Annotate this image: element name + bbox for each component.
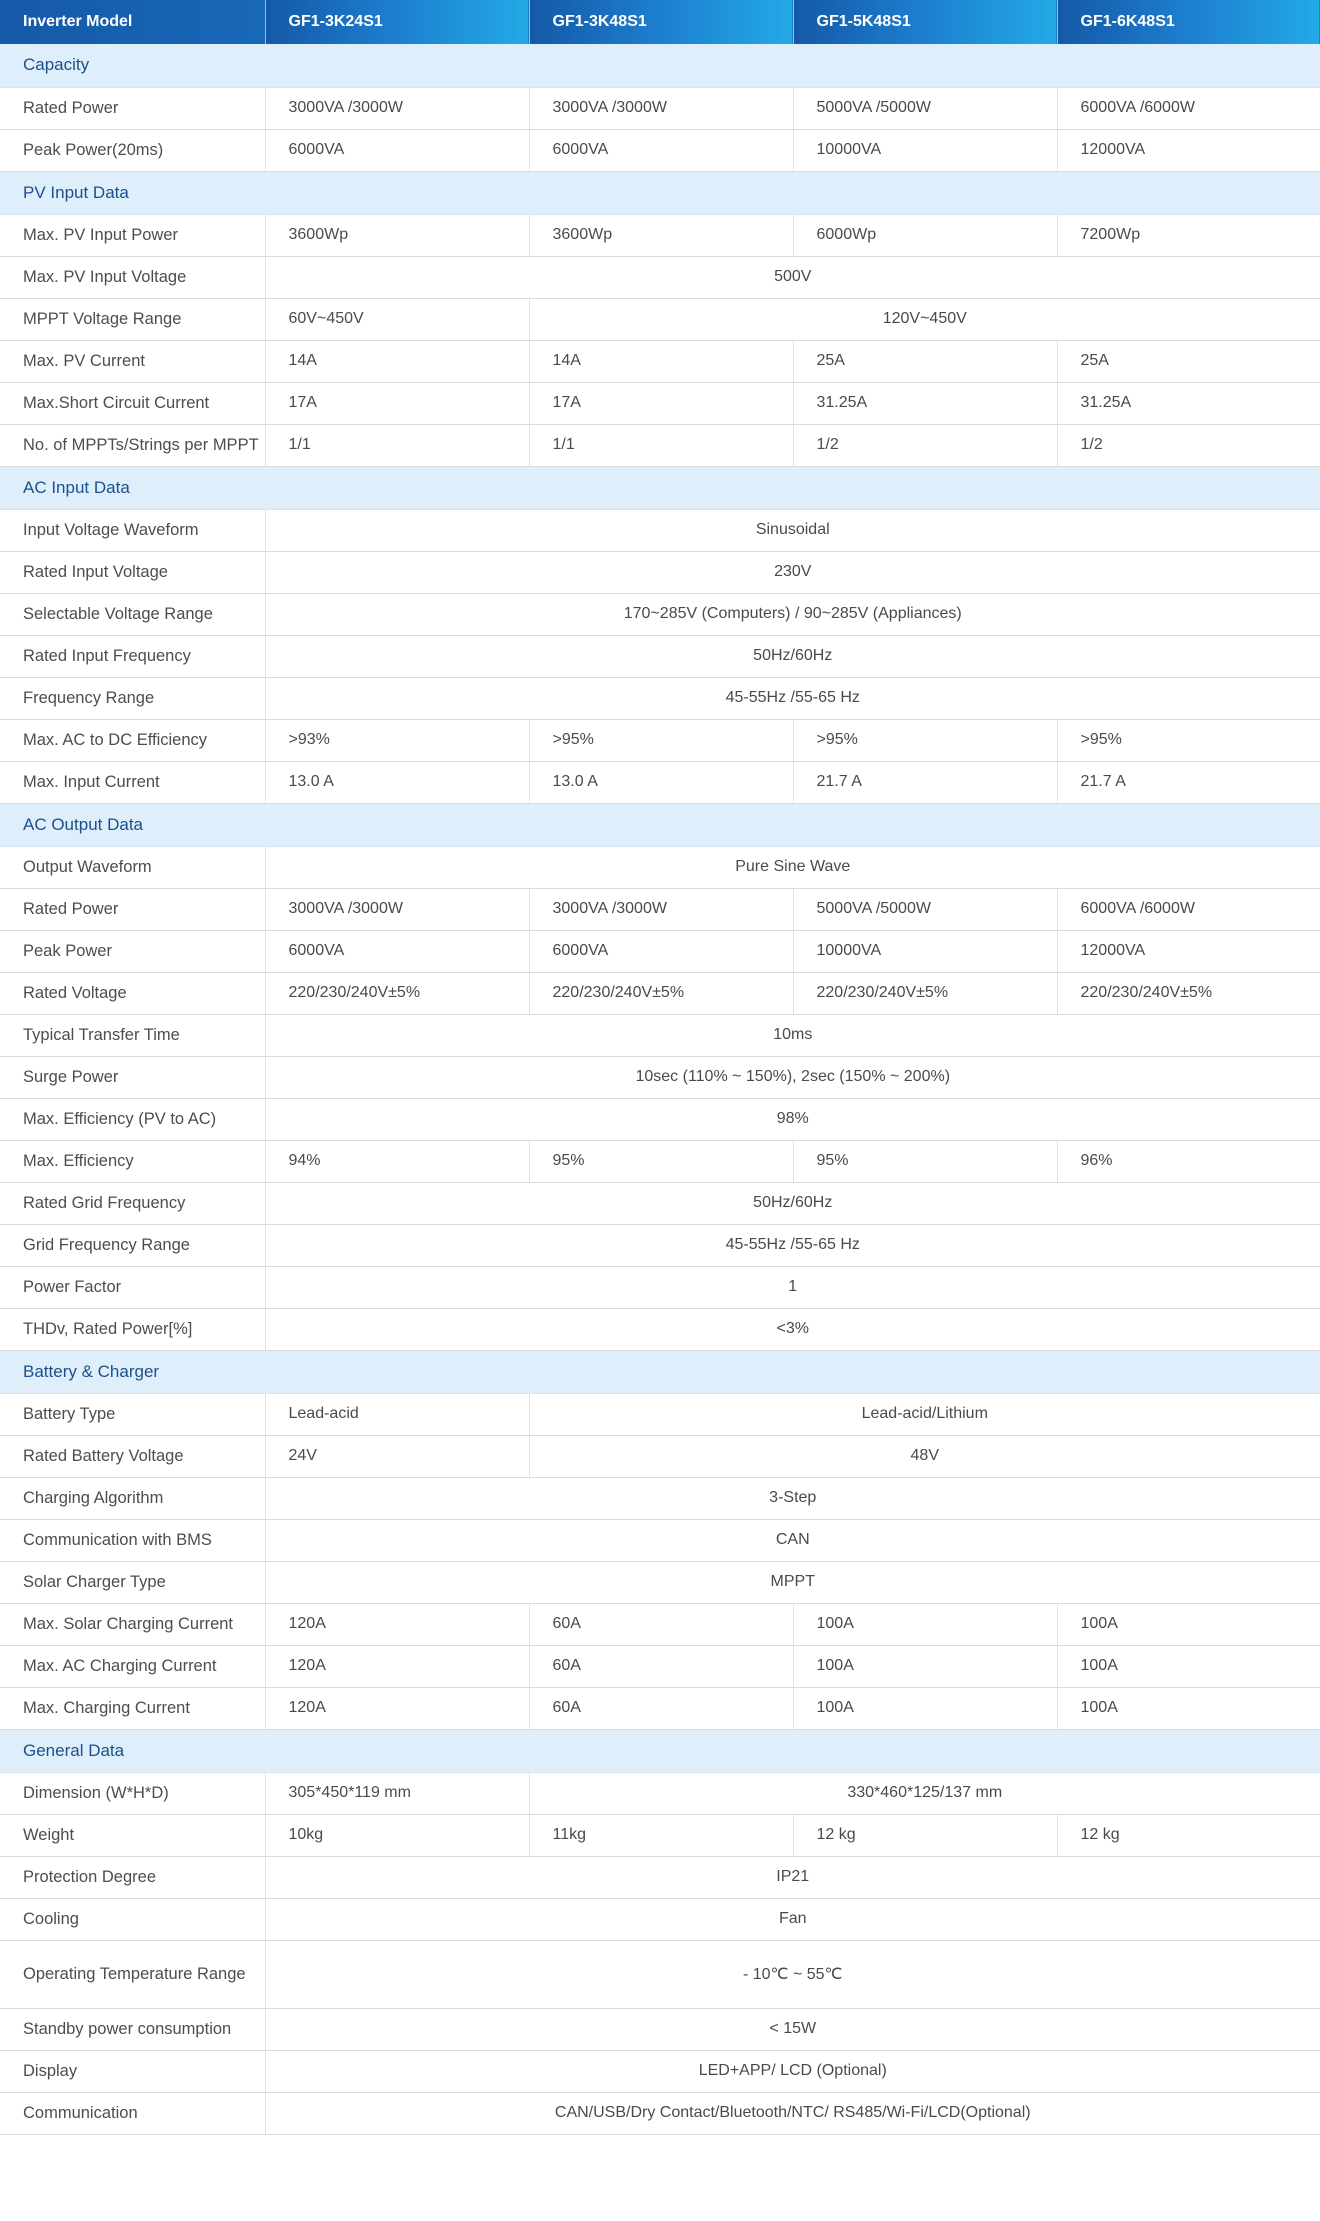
cell-value: 120A — [265, 1687, 529, 1729]
cell-value: 3000VA /3000W — [265, 87, 529, 129]
table-row — [0, 888, 1320, 930]
cell-value: 13.0 A — [265, 761, 529, 803]
row-label: Communication — [0, 2092, 265, 2134]
table-row — [0, 846, 1320, 888]
table-row — [0, 1645, 1320, 1687]
cell-value: 500V — [265, 256, 1320, 298]
section-title: PV Input Data — [0, 171, 1320, 214]
section-title: Capacity — [0, 44, 1320, 87]
cell-value: 6000Wp — [793, 214, 1057, 256]
table-row — [0, 1435, 1320, 1477]
cell-value: 120V~450V — [529, 298, 1320, 340]
cell-value: 60A — [529, 1603, 793, 1645]
cell-value: 170~285V (Computers) / 90~285V (Appliances) — [265, 593, 1320, 635]
table-row — [0, 1940, 1320, 2008]
cell-value: 1/2 — [1057, 424, 1320, 466]
table-row — [0, 1856, 1320, 1898]
cell-value: 60A — [529, 1687, 793, 1729]
row-label: Power Factor — [0, 1266, 265, 1308]
row-label: Frequency Range — [0, 677, 265, 719]
cell-value: Fan — [265, 1898, 1320, 1940]
row-label: Selectable Voltage Range — [0, 593, 265, 635]
cell-value: Pure Sine Wave — [265, 846, 1320, 888]
cell-value: 45-55Hz /55-65 Hz — [265, 677, 1320, 719]
row-label: Surge Power — [0, 1056, 265, 1098]
table-row — [0, 1140, 1320, 1182]
row-label: Protection Degree — [0, 1856, 265, 1898]
section-title: AC Input Data — [0, 466, 1320, 509]
row-label: Max.Short Circuit Current — [0, 382, 265, 424]
table-row — [0, 551, 1320, 593]
section-title: Battery & Charger — [0, 1350, 1320, 1393]
table-row — [0, 2050, 1320, 2092]
table-row — [0, 214, 1320, 256]
cell-value: - 10℃ ~ 55℃ — [265, 1940, 1320, 2008]
row-label: Rated Battery Voltage — [0, 1435, 265, 1477]
table-row — [0, 1098, 1320, 1140]
table-row — [0, 761, 1320, 803]
cell-value: 25A — [1057, 340, 1320, 382]
row-label: Display — [0, 2050, 265, 2092]
row-label: Rated Power — [0, 87, 265, 129]
row-label: Max. PV Input Voltage — [0, 256, 265, 298]
table-row — [0, 509, 1320, 551]
section-title: AC Output Data — [0, 803, 1320, 846]
table-row — [0, 1898, 1320, 1940]
table-row — [0, 635, 1320, 677]
row-label: Input Voltage Waveform — [0, 509, 265, 551]
table-row — [0, 129, 1320, 171]
row-label: Operating Temperature Range — [0, 1940, 265, 2008]
model-header: GF1-3K48S1 — [529, 0, 793, 44]
table-row — [0, 930, 1320, 972]
cell-value: 3000VA /3000W — [529, 888, 793, 930]
cell-value: 6000VA — [265, 129, 529, 171]
table-row — [0, 1056, 1320, 1098]
row-label: Solar Charger Type — [0, 1561, 265, 1603]
cell-value: 1/2 — [793, 424, 1057, 466]
header-label: Inverter Model — [0, 0, 265, 44]
cell-value: 10kg — [265, 1814, 529, 1856]
row-label: Max. PV Current — [0, 340, 265, 382]
cell-value: 3600Wp — [265, 214, 529, 256]
row-label: Battery Type — [0, 1393, 265, 1435]
table-row — [0, 1561, 1320, 1603]
cell-value: 1/1 — [265, 424, 529, 466]
table-row — [0, 1308, 1320, 1350]
cell-value: 12 kg — [1057, 1814, 1320, 1856]
row-label: Dimension (W*H*D) — [0, 1772, 265, 1814]
cell-value: 31.25A — [1057, 382, 1320, 424]
cell-value: 220/230/240V±5% — [529, 972, 793, 1014]
section-ac-output — [0, 803, 1320, 846]
cell-value: LED+APP/ LCD (Optional) — [265, 2050, 1320, 2092]
section-capacity — [0, 44, 1320, 87]
cell-value: 6000VA — [265, 930, 529, 972]
table-row — [0, 1266, 1320, 1308]
header-row — [0, 0, 1320, 44]
table-row — [0, 424, 1320, 466]
cell-value: Lead-acid/Lithium — [529, 1393, 1320, 1435]
cell-value: 10000VA — [793, 129, 1057, 171]
cell-value: 17A — [529, 382, 793, 424]
table-row — [0, 1224, 1320, 1266]
cell-value: 14A — [529, 340, 793, 382]
cell-value: MPPT — [265, 1561, 1320, 1603]
section-battery-charger — [0, 1350, 1320, 1393]
model-header: GF1-6K48S1 — [1057, 0, 1320, 44]
cell-value: 48V — [529, 1435, 1320, 1477]
cell-value: >95% — [529, 719, 793, 761]
section-pv-input — [0, 171, 1320, 214]
cell-value: 3600Wp — [529, 214, 793, 256]
cell-value: 10ms — [265, 1014, 1320, 1056]
row-label: Output Waveform — [0, 846, 265, 888]
row-label: THDv, Rated Power[%] — [0, 1308, 265, 1350]
cell-value: 3-Step — [265, 1477, 1320, 1519]
row-label: Peak Power(20ms) — [0, 129, 265, 171]
cell-value: 24V — [265, 1435, 529, 1477]
cell-value: 5000VA /5000W — [793, 888, 1057, 930]
row-label: Rated Input Voltage — [0, 551, 265, 593]
row-label: Rated Power — [0, 888, 265, 930]
row-label: Max. Charging Current — [0, 1687, 265, 1729]
cell-value: >93% — [265, 719, 529, 761]
cell-value: 10sec (110% ~ 150%), 2sec (150% ~ 200%) — [265, 1056, 1320, 1098]
cell-value: 95% — [529, 1140, 793, 1182]
cell-value: 7200Wp — [1057, 214, 1320, 256]
table-row — [0, 2092, 1320, 2134]
cell-value: 10000VA — [793, 930, 1057, 972]
cell-value: 31.25A — [793, 382, 1057, 424]
table-row — [0, 1772, 1320, 1814]
table-row — [0, 1603, 1320, 1645]
row-label: Grid Frequency Range — [0, 1224, 265, 1266]
row-label: Max. Efficiency — [0, 1140, 265, 1182]
row-label: Rated Voltage — [0, 972, 265, 1014]
table-row — [0, 382, 1320, 424]
model-header: GF1-3K24S1 — [265, 0, 529, 44]
cell-value: 6000VA — [529, 129, 793, 171]
cell-value: 11kg — [529, 1814, 793, 1856]
cell-value: 100A — [793, 1687, 1057, 1729]
cell-value: 13.0 A — [529, 761, 793, 803]
cell-value: 94% — [265, 1140, 529, 1182]
cell-value: >95% — [1057, 719, 1320, 761]
cell-value: 21.7 A — [793, 761, 1057, 803]
cell-value: 3000VA /3000W — [265, 888, 529, 930]
cell-value: 230V — [265, 551, 1320, 593]
cell-value: 14A — [265, 340, 529, 382]
section-title: General Data — [0, 1729, 1320, 1772]
cell-value: 100A — [1057, 1645, 1320, 1687]
cell-value: 50Hz/60Hz — [265, 1182, 1320, 1224]
row-label: Peak Power — [0, 930, 265, 972]
cell-value: CAN — [265, 1519, 1320, 1561]
row-label: Communication with BMS — [0, 1519, 265, 1561]
table-row — [0, 593, 1320, 635]
cell-value: 60V~450V — [265, 298, 529, 340]
cell-value: 100A — [793, 1603, 1057, 1645]
cell-value: 120A — [265, 1645, 529, 1687]
row-label: Max. AC to DC Efficiency — [0, 719, 265, 761]
row-label: Charging Algorithm — [0, 1477, 265, 1519]
cell-value: IP21 — [265, 1856, 1320, 1898]
cell-value: 12000VA — [1057, 129, 1320, 171]
cell-value: 100A — [1057, 1687, 1320, 1729]
cell-value: 220/230/240V±5% — [265, 972, 529, 1014]
table-row — [0, 719, 1320, 761]
table-row — [0, 677, 1320, 719]
row-label: Max. Efficiency (PV to AC) — [0, 1098, 265, 1140]
table-row — [0, 1814, 1320, 1856]
table-row — [0, 1014, 1320, 1056]
table-row — [0, 1393, 1320, 1435]
cell-value: 25A — [793, 340, 1057, 382]
row-label: Typical Transfer Time — [0, 1014, 265, 1056]
cell-value: CAN/USB/Dry Contact/Bluetooth/NTC/ RS485/Wi-Fi/LCD(Optional) — [265, 2092, 1320, 2134]
cell-value: 100A — [793, 1645, 1057, 1687]
table-row — [0, 1477, 1320, 1519]
cell-value: 305*450*119 mm — [265, 1772, 529, 1814]
table-row — [0, 1182, 1320, 1224]
row-label: Rated Grid Frequency — [0, 1182, 265, 1224]
cell-value: 1 — [265, 1266, 1320, 1308]
table-row — [0, 972, 1320, 1014]
row-label: Rated Input Frequency — [0, 635, 265, 677]
table-row — [0, 87, 1320, 129]
cell-value: 6000VA — [529, 930, 793, 972]
cell-value: 95% — [793, 1140, 1057, 1182]
cell-value: 12000VA — [1057, 930, 1320, 972]
cell-value: 17A — [265, 382, 529, 424]
cell-value: 45-55Hz /55-65 Hz — [265, 1224, 1320, 1266]
cell-value: 60A — [529, 1645, 793, 1687]
cell-value: 1/1 — [529, 424, 793, 466]
cell-value: 220/230/240V±5% — [1057, 972, 1320, 1014]
row-label: Cooling — [0, 1898, 265, 1940]
cell-value: 6000VA /6000W — [1057, 888, 1320, 930]
cell-value: 120A — [265, 1603, 529, 1645]
table-row — [0, 256, 1320, 298]
cell-value: 330*460*125/137 mm — [529, 1772, 1320, 1814]
cell-value: 50Hz/60Hz — [265, 635, 1320, 677]
row-label: Max. Input Current — [0, 761, 265, 803]
table-row — [0, 2008, 1320, 2050]
section-general — [0, 1729, 1320, 1772]
row-label: Standby power consumption — [0, 2008, 265, 2050]
cell-value: 3000VA /3000W — [529, 87, 793, 129]
cell-value: 12 kg — [793, 1814, 1057, 1856]
cell-value: 5000VA /5000W — [793, 87, 1057, 129]
row-label: No. of MPPTs/Strings per MPPT — [0, 424, 265, 466]
cell-value: >95% — [793, 719, 1057, 761]
row-label: Max. AC Charging Current — [0, 1645, 265, 1687]
row-label: MPPT Voltage Range — [0, 298, 265, 340]
row-label: Weight — [0, 1814, 265, 1856]
section-ac-input — [0, 466, 1320, 509]
cell-value: < 15W — [265, 2008, 1320, 2050]
table-row — [0, 340, 1320, 382]
cell-value: 21.7 A — [1057, 761, 1320, 803]
row-label: Max. Solar Charging Current — [0, 1603, 265, 1645]
cell-value: Sinusoidal — [265, 509, 1320, 551]
cell-value: 96% — [1057, 1140, 1320, 1182]
cell-value: 220/230/240V±5% — [793, 972, 1057, 1014]
cell-value: Lead-acid — [265, 1393, 529, 1435]
row-label: Max. PV Input Power — [0, 214, 265, 256]
cell-value: 100A — [1057, 1603, 1320, 1645]
table-row — [0, 1687, 1320, 1729]
table-row — [0, 1519, 1320, 1561]
model-header: GF1-5K48S1 — [793, 0, 1057, 44]
cell-value: 6000VA /6000W — [1057, 87, 1320, 129]
cell-value: 98% — [265, 1098, 1320, 1140]
table-row — [0, 298, 1320, 340]
cell-value: <3% — [265, 1308, 1320, 1350]
